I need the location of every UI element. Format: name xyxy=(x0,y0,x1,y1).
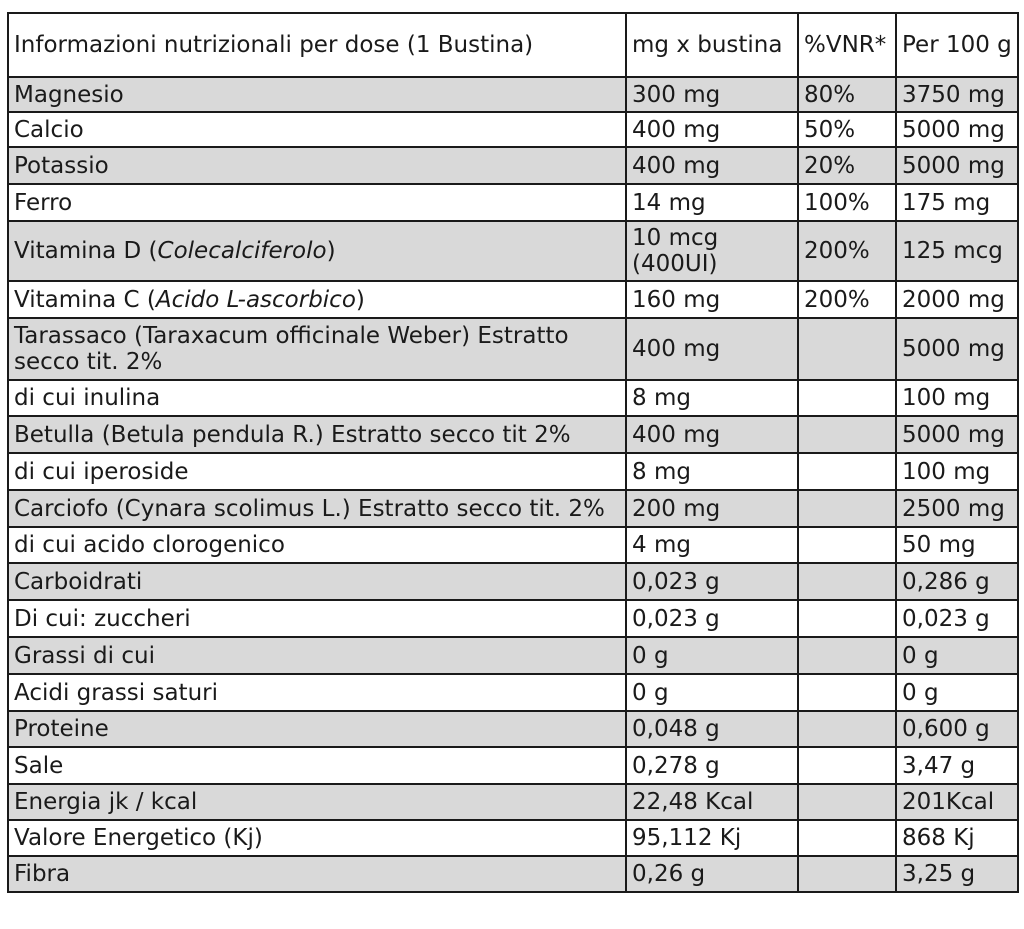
vnr-value xyxy=(798,711,896,747)
nutrient-name xyxy=(8,674,626,711)
dose-value: 95,112 Kj xyxy=(626,820,798,856)
table-row xyxy=(8,600,1018,637)
dose-value: 0,023 g xyxy=(626,600,798,637)
nutrient-name xyxy=(8,318,626,380)
vnr-value: 100% xyxy=(798,184,896,221)
per100-value: 3,25 g xyxy=(896,856,1018,892)
dose-value: 0 g xyxy=(626,674,798,711)
nutrient-name xyxy=(8,747,626,784)
table-row xyxy=(8,563,1018,600)
header-per-dose: mg x bustina xyxy=(626,13,798,77)
vnr-value xyxy=(798,674,896,711)
vnr-value xyxy=(798,318,896,380)
table-row xyxy=(8,77,1018,112)
dose-value: 400 mg xyxy=(626,112,798,147)
table-row xyxy=(8,453,1018,490)
nutrient-name xyxy=(8,563,626,600)
table-row xyxy=(8,674,1018,711)
nutrient-name xyxy=(8,711,626,747)
per100-value: 3750 mg xyxy=(896,77,1018,112)
dose-value: 0,26 g xyxy=(626,856,798,892)
nutrient-name xyxy=(8,784,626,820)
per100-value: 868 Kj xyxy=(896,820,1018,856)
table-row xyxy=(8,112,1018,147)
table-row xyxy=(8,820,1018,856)
table-row xyxy=(8,184,1018,221)
vnr-value xyxy=(798,563,896,600)
nutrition-table xyxy=(7,12,1019,893)
table-row xyxy=(8,281,1018,318)
per100-value: 5000 mg xyxy=(896,416,1018,453)
vnr-value xyxy=(798,527,896,563)
nutrient-name-text: Sale xyxy=(14,752,64,779)
dose-value: 400 mg xyxy=(626,318,798,380)
nutrient-name xyxy=(8,527,626,563)
vnr-value: 20% xyxy=(798,147,896,184)
nutrient-name-text: Proteine xyxy=(14,716,109,742)
nutrient-name xyxy=(8,820,626,856)
dose-value: 4 mg xyxy=(626,527,798,563)
table-row xyxy=(8,380,1018,416)
per100-value: 175 mg xyxy=(896,184,1018,221)
dose-value: 0 g xyxy=(626,637,798,674)
nutrient-name-text: Carciofo (Cynara scolimus L.) Estratto secco tit. 2% xyxy=(14,495,605,522)
vnr-value xyxy=(798,490,896,527)
table-row xyxy=(8,856,1018,892)
nutrient-name xyxy=(8,637,626,674)
per100-value: 0,286 g xyxy=(896,563,1018,600)
nutrient-name xyxy=(8,112,626,147)
per100-value: 3,47 g xyxy=(896,747,1018,784)
vnr-value: 200% xyxy=(798,281,896,318)
table-row xyxy=(8,711,1018,747)
per100-value: 0,023 g xyxy=(896,600,1018,637)
table-row xyxy=(8,527,1018,563)
nutrient-name xyxy=(8,600,626,637)
nutrient-name xyxy=(8,453,626,490)
nutrient-name xyxy=(8,416,626,453)
per100-value: 5000 mg xyxy=(896,112,1018,147)
nutrient-name xyxy=(8,77,626,112)
dose-value: 22,48 Kcal xyxy=(626,784,798,820)
table-header-row xyxy=(8,13,1018,77)
nutrient-name-italic: Colecalciferolo xyxy=(157,238,327,264)
table-row xyxy=(8,637,1018,674)
dose-value: 8 mg xyxy=(626,453,798,490)
dose-value: 14 mg xyxy=(626,184,798,221)
nutrient-name-text: Tarassaco (Taraxacum officinale Weber) Estratto secco tit. 2% xyxy=(14,323,569,375)
nutrient-name-text: Valore Energetico (Kj) xyxy=(14,825,263,851)
nutrient-name-text: Betulla (Betula pendula R.) Estratto secco tit 2% xyxy=(14,421,571,448)
nutrient-name-italic: Acido L-ascorbico xyxy=(155,286,356,313)
nutrient-name-text: Potassio xyxy=(14,152,109,179)
vnr-value: 50% xyxy=(798,112,896,147)
per100-value: 0,600 g xyxy=(896,711,1018,747)
nutrient-name-text: Magnesio xyxy=(14,81,124,108)
dose-value: 400 mg xyxy=(626,147,798,184)
per100-value: 50 mg xyxy=(896,527,1018,563)
table-row xyxy=(8,147,1018,184)
vnr-value xyxy=(798,747,896,784)
nutrient-name-close: ) xyxy=(326,238,336,264)
header-label: Informazioni nutrizionali per dose (1 Bustina) xyxy=(8,13,626,77)
per100-value: 100 mg xyxy=(896,380,1018,416)
nutrient-name-text: Acidi grassi saturi xyxy=(14,679,219,706)
vnr-value xyxy=(798,453,896,490)
nutrient-name-close: ) xyxy=(355,286,365,313)
nutrient-name-text: Carboidrati xyxy=(14,568,143,595)
vnr-value xyxy=(798,416,896,453)
nutrient-name-text: Calcio xyxy=(14,116,84,143)
dose-value: 10 mcg (400UI) xyxy=(626,221,798,281)
vnr-value xyxy=(798,784,896,820)
nutrient-name-text: di cui iperoside xyxy=(14,458,189,485)
nutrient-name-text: Di cui: zuccheri xyxy=(14,605,191,632)
vnr-value xyxy=(798,600,896,637)
nutrient-name xyxy=(8,380,626,416)
nutrient-name xyxy=(8,221,626,281)
table-row xyxy=(8,416,1018,453)
per100-value: 0 g xyxy=(896,674,1018,711)
table-row xyxy=(8,784,1018,820)
table-row xyxy=(8,747,1018,784)
nutrient-name xyxy=(8,856,626,892)
nutrient-name-text: Ferro xyxy=(14,189,73,216)
vnr-value xyxy=(798,380,896,416)
vnr-value xyxy=(798,820,896,856)
per100-value: 125 mcg xyxy=(896,221,1018,281)
nutrient-name xyxy=(8,184,626,221)
vnr-value xyxy=(798,637,896,674)
per100-value: 0 g xyxy=(896,637,1018,674)
nutrient-name-text: di cui inulina xyxy=(14,385,161,411)
dose-value: 0,048 g xyxy=(626,711,798,747)
nutrient-name xyxy=(8,147,626,184)
per100-value: 2500 mg xyxy=(896,490,1018,527)
per100-value: 100 mg xyxy=(896,453,1018,490)
per100-value: 2000 mg xyxy=(896,281,1018,318)
nutrient-name-text: Vitamina C ( xyxy=(14,286,156,313)
dose-value: 160 mg xyxy=(626,281,798,318)
header-vnr: %VNR* xyxy=(798,13,896,77)
dose-value: 200 mg xyxy=(626,490,798,527)
nutrient-name xyxy=(8,281,626,318)
nutrient-name xyxy=(8,490,626,527)
dose-value: 300 mg xyxy=(626,77,798,112)
per100-value: 5000 mg xyxy=(896,147,1018,184)
per100-value: 5000 mg xyxy=(896,318,1018,380)
vnr-value xyxy=(798,856,896,892)
nutrient-name-text: Grassi di cui xyxy=(14,642,155,669)
nutrient-name-text: Vitamina D ( xyxy=(14,238,158,264)
dose-value: 0,023 g xyxy=(626,563,798,600)
dose-value: 400 mg xyxy=(626,416,798,453)
vnr-value: 80% xyxy=(798,77,896,112)
dose-value: 0,278 g xyxy=(626,747,798,784)
nutrient-name-text: Fibra xyxy=(14,861,71,887)
per100-value: 201Kcal xyxy=(896,784,1018,820)
table-row xyxy=(8,318,1018,380)
table-row xyxy=(8,221,1018,281)
vnr-value: 200% xyxy=(798,221,896,281)
nutrient-name-text: di cui acido clorogenico xyxy=(14,532,285,558)
nutrient-name-text: Energia jk / kcal xyxy=(14,789,198,815)
table-row xyxy=(8,490,1018,527)
header-per100: Per 100 g xyxy=(896,13,1018,77)
dose-value: 8 mg xyxy=(626,380,798,416)
